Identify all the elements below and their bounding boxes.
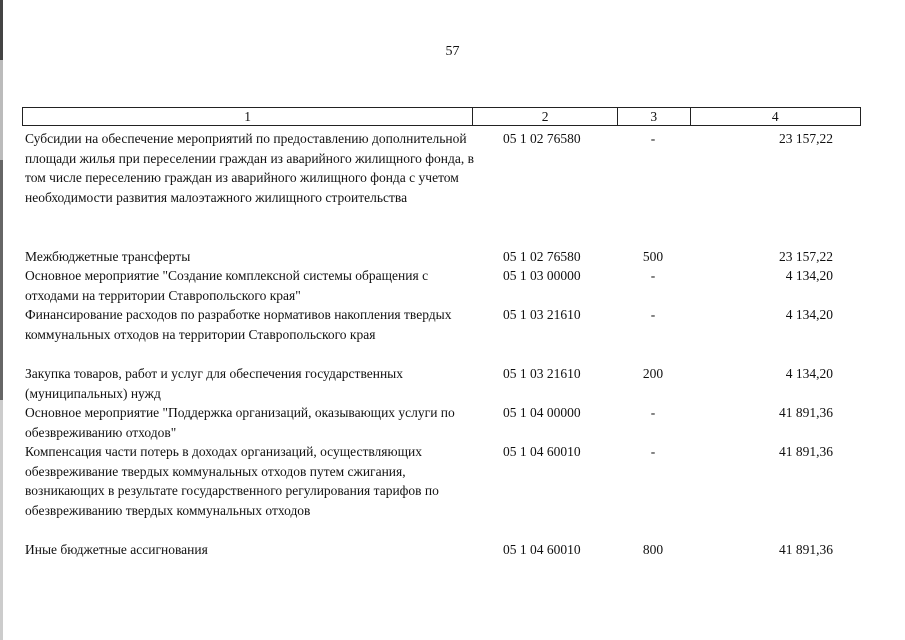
row-sum: 4 134,20 (785, 366, 833, 381)
row-sum: 41 891,36 (779, 444, 833, 459)
row-code: 05 1 04 00000 (503, 405, 581, 420)
row-name: Основное мероприятие "Поддержка организаций, оказывающих услуги по обезвреживанию отходов" (25, 405, 455, 440)
row-name: Иные бюджетные ассигнования (25, 542, 208, 557)
header-col-2: 2 (473, 108, 617, 126)
row-sum: 23 157,22 (779, 249, 833, 264)
row-type: 200 (642, 366, 664, 381)
row-type: - (650, 268, 656, 283)
row-code: 05 1 04 60010 (503, 444, 581, 459)
row-type: - (650, 131, 656, 146)
row-name: Основное мероприятие "Создание комплексной системы обращения с отходами на территории Ставропольского края" (25, 268, 429, 303)
row-name: Субсидии на обеспечение мероприятий по предоставлению дополнительной площади жилья при переселении граждан из аварийного жилищного фонда, в том числе переселению граждан из аварийного жилищного фонда с учетом необходимости развития малоэтажного жилищного строительства (25, 131, 474, 205)
row-type: - (650, 307, 656, 322)
row-code: 05 1 03 00000 (503, 268, 581, 283)
row-type: - (650, 444, 656, 459)
header-col-1: 1 (23, 108, 473, 126)
row-sum: 41 891,36 (779, 542, 833, 557)
header-col-4: 4 (690, 108, 860, 126)
row-code: 05 1 02 76580 (503, 131, 581, 146)
row-sum: 41 891,36 (779, 405, 833, 420)
row-type: 500 (642, 249, 664, 264)
row-type: - (650, 405, 656, 420)
row-name: Закупка товаров, работ и услуг для обеспечения государственных (муниципальных) нужд (25, 366, 404, 401)
row-name: Межбюджетные трансферты (25, 249, 191, 264)
row-code: 05 1 03 21610 (503, 307, 581, 322)
row-code: 05 1 02 76580 (503, 249, 581, 264)
row-name: Компенсация части потерь в доходах организаций, осуществляющих обезвреживание твердых коммунальных отходов путем сжигания, возникающих в результате государственного регулирования тарифов по обезвреживанию твердых коммунальных отходов (25, 444, 439, 518)
row-sum: 23 157,22 (779, 131, 833, 146)
row-sum: 4 134,20 (785, 268, 833, 283)
header-col-3: 3 (617, 108, 690, 126)
page-number: 57 (445, 44, 460, 59)
row-type: 800 (642, 542, 664, 557)
row-code: 05 1 04 60010 (503, 542, 581, 557)
row-code: 05 1 03 21610 (503, 366, 581, 381)
row-name: Финансирование расходов по разработке нормативов накопления твердых коммунальных отходов на территории Ставропольского края (25, 307, 452, 342)
row-sum: 4 134,20 (785, 307, 833, 322)
